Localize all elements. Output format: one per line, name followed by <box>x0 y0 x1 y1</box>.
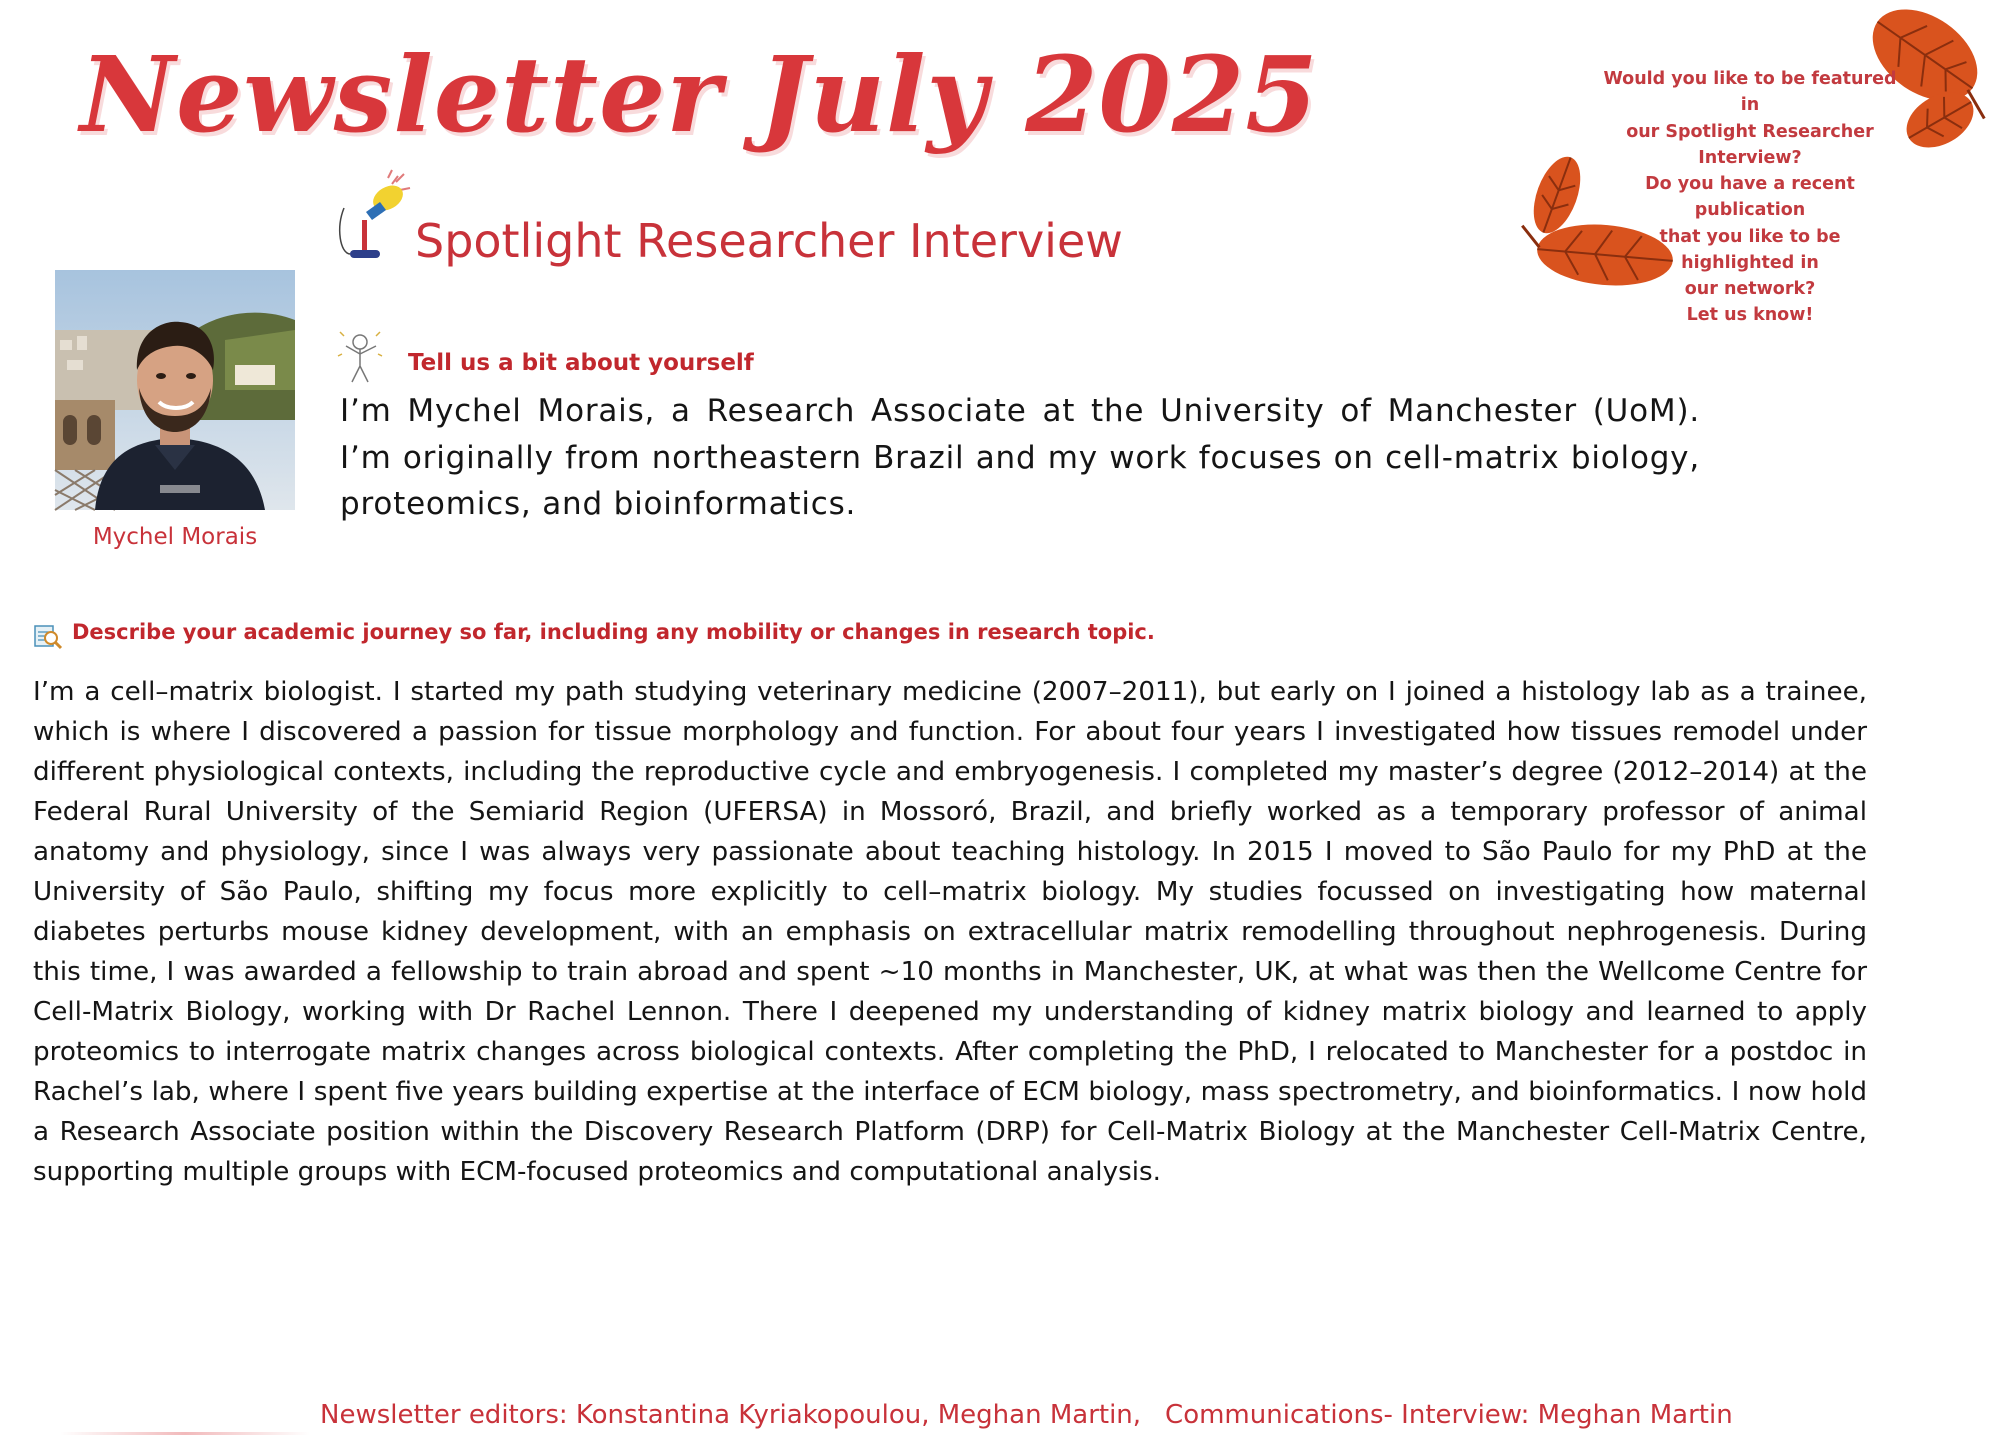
question-heading: Describe your academic journey so far, including any mobility or changes in research topic. <box>72 620 1155 644</box>
microphone-icon <box>336 168 426 268</box>
newsletter-title: Newsletter July 2025 <box>80 33 1319 156</box>
feature-callout <box>1600 66 1900 329</box>
callout-line: Would you like to be featured in <box>1603 69 1897 116</box>
callout-line: Interview? <box>1698 147 1802 168</box>
section-title: Spotlight Researcher Interview <box>415 214 1123 268</box>
footer-credits <box>320 1400 1733 1430</box>
person-icon <box>336 328 386 386</box>
question-answer: I’m Mychel Morais, a Research Associate at the University of Manchester (UoM). I’m originally from northeastern Brazil and my work focuses on cell-matrix biology, proteomics, and bioinformatics. <box>340 393 1700 522</box>
callout-line: Let us know! <box>1686 305 1814 326</box>
footer-editors: Newsletter editors: Konstantina Kyriakopoulou, Meghan Martin, <box>320 1400 1142 1430</box>
question-answer: I’m a cell–matrix biologist. I started my path studying veterinary medicine (2007–2011), but early on I joined a histology lab as a trainee, which is where I discovered a passion for tissue morphology and function. For about four years I investigated how tissues remodel under different physiological contexts, including the reproductive cycle and embryogenesis. I completed my master’s degree (2012–2014) at the Federal Rural University of the Semiarid Region (UFERSA) in Mossoró, Brazil, and briefly worked as a temporary professor of animal anatomy and physiology, since I was always very passionate about teaching histology. In 2015 I moved to São Paulo for my PhD at the University of São Paulo, shifting my focus more explicitly to cell–matrix biology. My studies focussed on investigating how maternal diabetes perturbs mouse kidney development, with an emphasis on extracellular matrix remodelling throughout nephrogenesis. During this time, I was awarded a fellowship to train abroad and spent ~10 months in Manchester, UK, at what was then the Wellcome Centre for Cell-Matrix Biology, working with Dr Rachel Lennon. There I deepened my understanding of kidney matrix biology and learned to apply proteomics to interrogate matrix changes across biological contexts. After completing the PhD, I relocated to Manchester for a postdoc in Rachel’s lab, where I spent five years building expertise at the interface of ECM biology, mass spectrometry, and bioinformatics. I now hold a Research Associate position within the Discovery Research Platform (DRP) for Cell-Matrix Biology at the Manchester Cell-Matrix Centre, supporting multiple groups with ECM-focused proteomics and computational analysis. <box>33 677 1867 1187</box>
footer-communications: Communications- Interview: Meghan Martin <box>1165 1400 1733 1430</box>
magnifier-document-icon <box>33 622 63 650</box>
callout-line: our Spotlight Researcher <box>1626 121 1874 142</box>
callout-line: our network? <box>1684 279 1816 299</box>
photo-caption: Mychel Morais <box>92 524 258 550</box>
profile-photo <box>55 270 295 510</box>
callout-line: Do you have a recent publication <box>1645 174 1855 221</box>
callout-line: that you like to be highlighted in <box>1659 226 1841 273</box>
question-heading: Tell us a bit about yourself <box>408 350 754 376</box>
